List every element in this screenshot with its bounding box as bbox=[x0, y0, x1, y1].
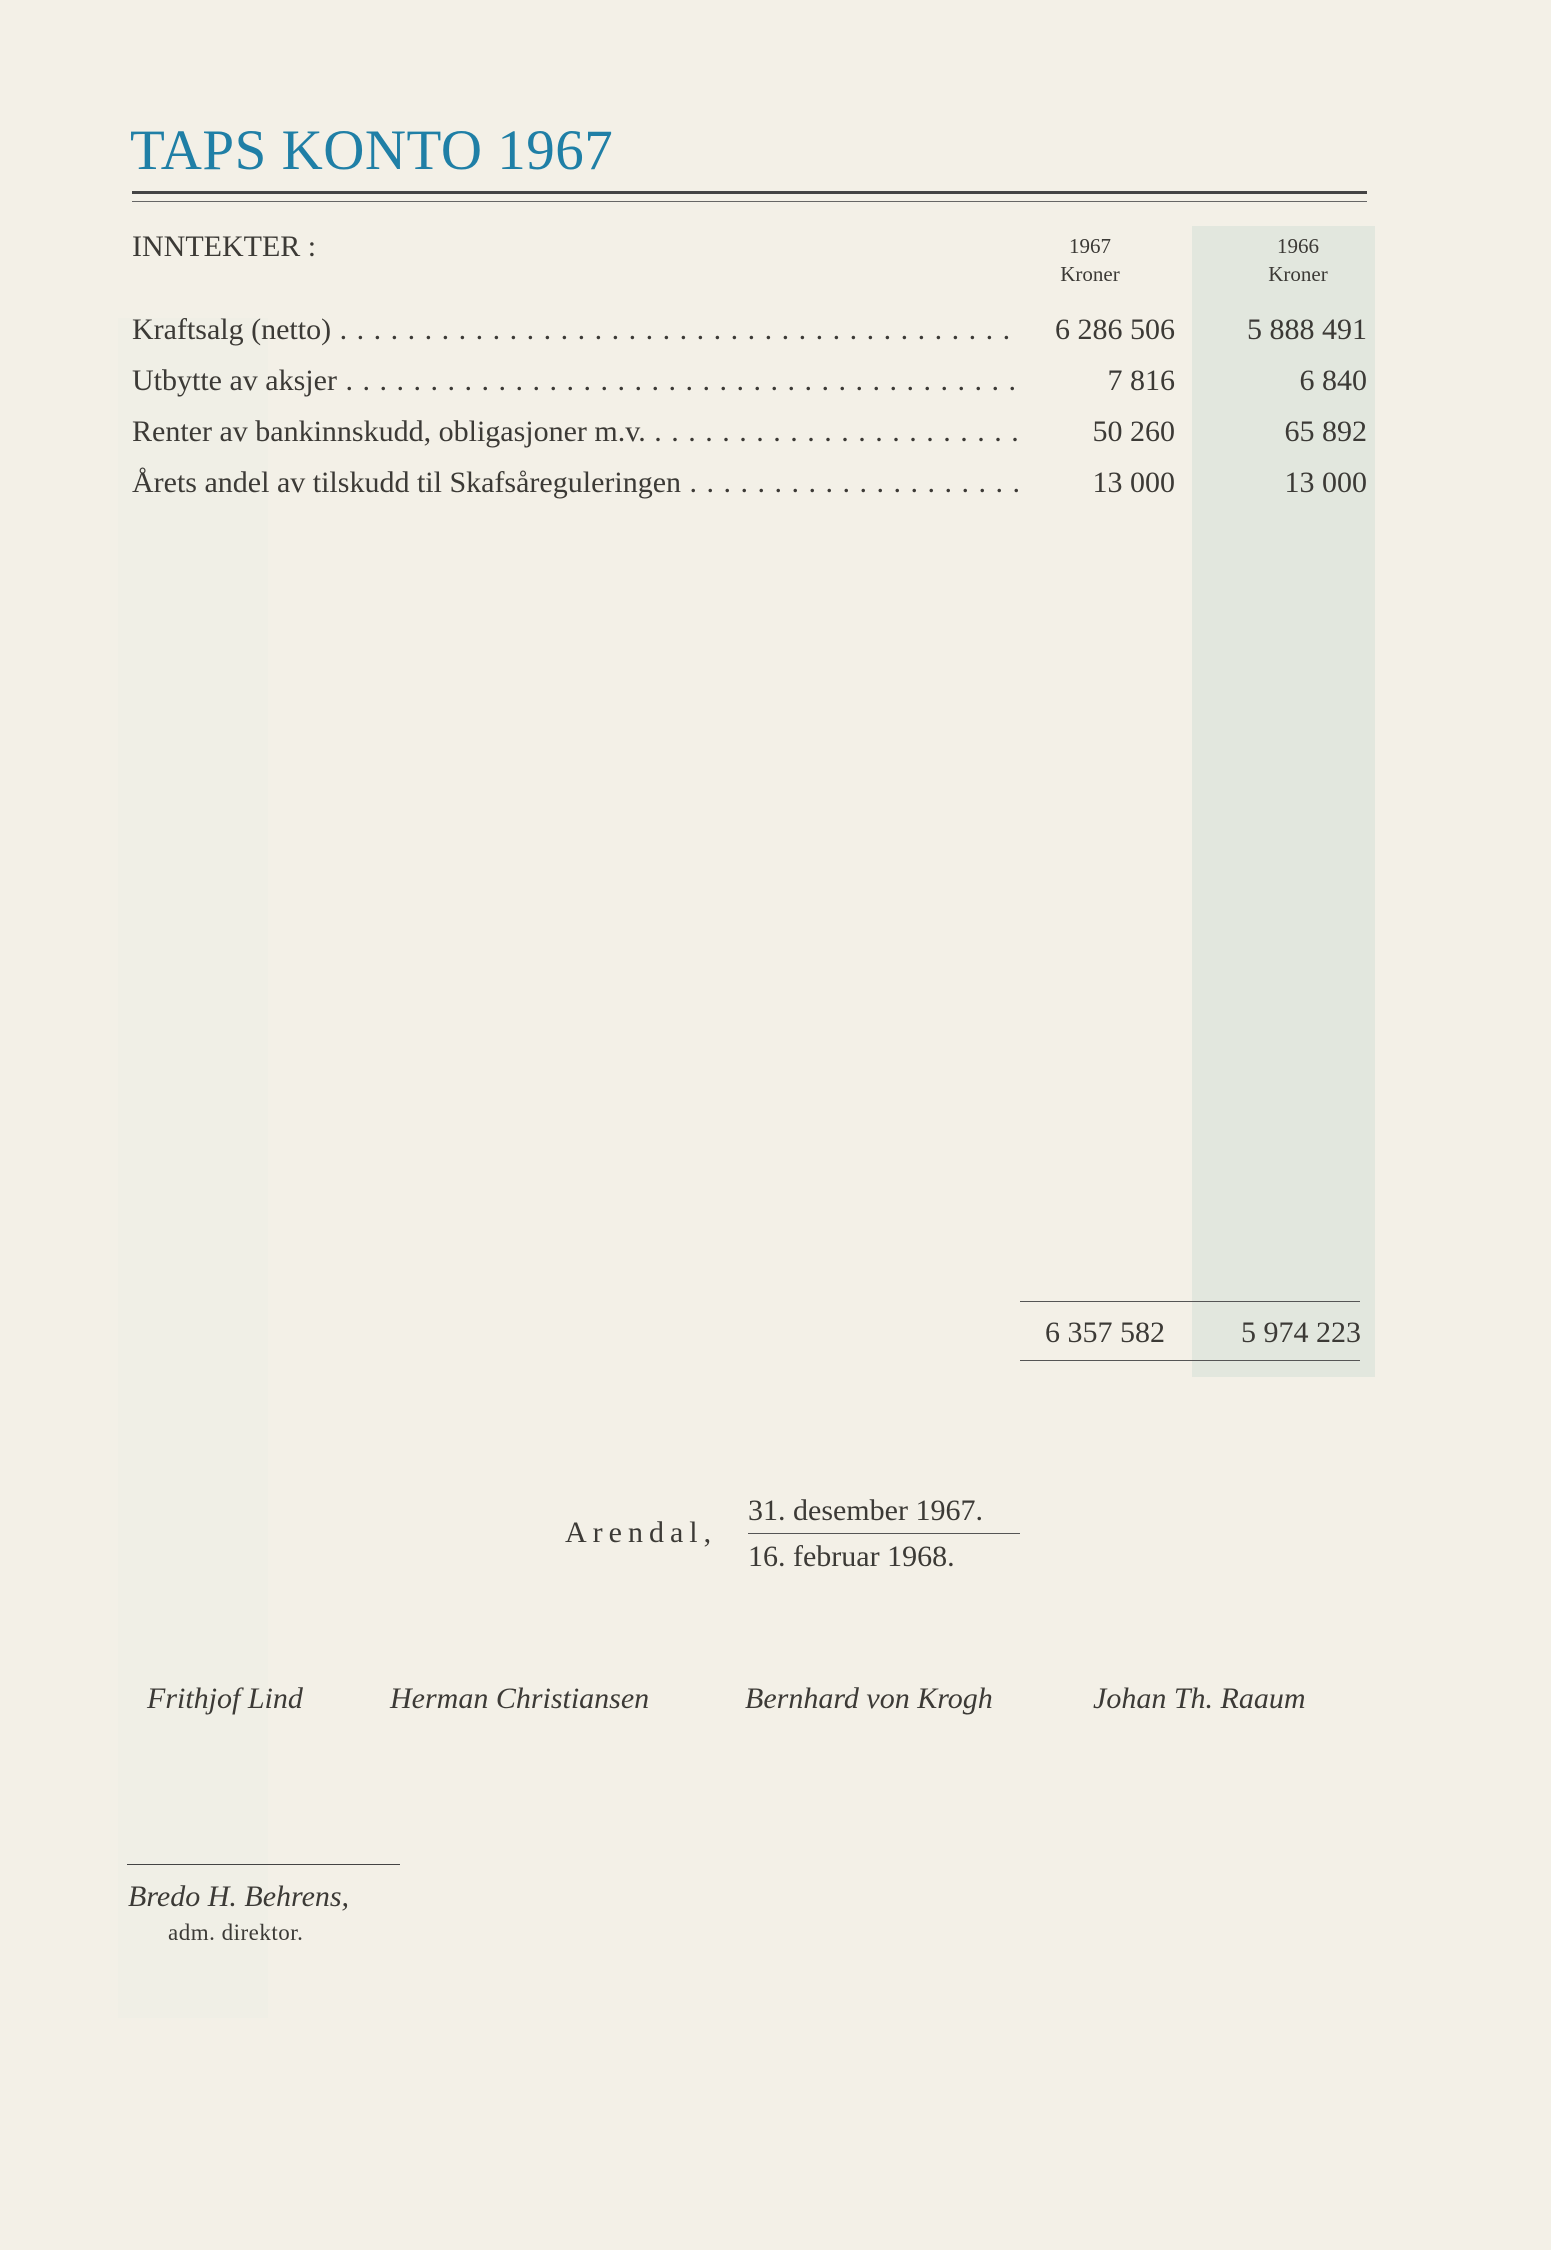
value-1966: 65 892 bbox=[1284, 415, 1367, 448]
total-1967: 6 357 582 bbox=[1045, 1316, 1165, 1349]
column-header-1967 bbox=[1000, 232, 1180, 288]
title-rule-thin bbox=[132, 201, 1367, 202]
value-1966: 6 840 bbox=[1299, 364, 1367, 397]
page-title: TAPS KONTO 1967 bbox=[130, 119, 614, 182]
director-title: adm. direktor. bbox=[168, 1920, 304, 1945]
table-row bbox=[132, 313, 1367, 353]
signature-name: Frithjof Lind bbox=[147, 1682, 303, 1715]
value-1967: 13 000 bbox=[1092, 466, 1175, 499]
value-1967: 7 816 bbox=[1107, 364, 1175, 397]
total-1966: 5 974 223 bbox=[1241, 1316, 1361, 1349]
title-rule bbox=[132, 191, 1367, 194]
table-row bbox=[132, 415, 1367, 455]
value-1966: 5 888 491 bbox=[1247, 313, 1367, 346]
column-year: 1966 bbox=[1277, 234, 1319, 258]
column-unit: Kroner bbox=[1060, 262, 1120, 286]
value-1967: 6 286 506 bbox=[1055, 313, 1175, 346]
signature-name: Bernhard von Krogh bbox=[745, 1682, 993, 1715]
total-rule-top bbox=[1020, 1301, 1360, 1302]
column-header-1966 bbox=[1208, 232, 1388, 288]
column-unit: Kroner bbox=[1268, 262, 1328, 286]
director-rule bbox=[127, 1864, 400, 1865]
row-label: Renter av bankinnskudd, obligasjoner m.v. . . . bbox=[132, 415, 1020, 449]
date-rule bbox=[748, 1533, 1020, 1534]
signing-date: 16. februar 1968. bbox=[748, 1540, 955, 1573]
row-label: Utbytte av aksjer . . . bbox=[132, 364, 1020, 398]
signature-name: Johan Th. Raaum bbox=[1093, 1682, 1306, 1715]
table-row bbox=[132, 364, 1367, 404]
row-label: Kraftsalg (netto) . . . bbox=[132, 313, 1020, 347]
section-heading: INNTEKTER : bbox=[132, 230, 317, 263]
value-1966: 13 000 bbox=[1284, 466, 1367, 499]
column-year: 1967 bbox=[1069, 234, 1111, 258]
table-row bbox=[132, 466, 1367, 506]
value-1967: 50 260 bbox=[1092, 415, 1175, 448]
row-label: Årets andel av tilskudd til Skafsåreguleringen . . . bbox=[132, 466, 1020, 500]
director-name: Bredo H. Behrens, bbox=[128, 1880, 350, 1913]
total-rule-bottom bbox=[1020, 1360, 1360, 1361]
signature-name: Herman Christiansen bbox=[390, 1682, 650, 1715]
place-name: Arendal, bbox=[565, 1516, 718, 1549]
page-shading bbox=[118, 318, 268, 2018]
closing-date: 31. desember 1967. bbox=[748, 1494, 983, 1527]
